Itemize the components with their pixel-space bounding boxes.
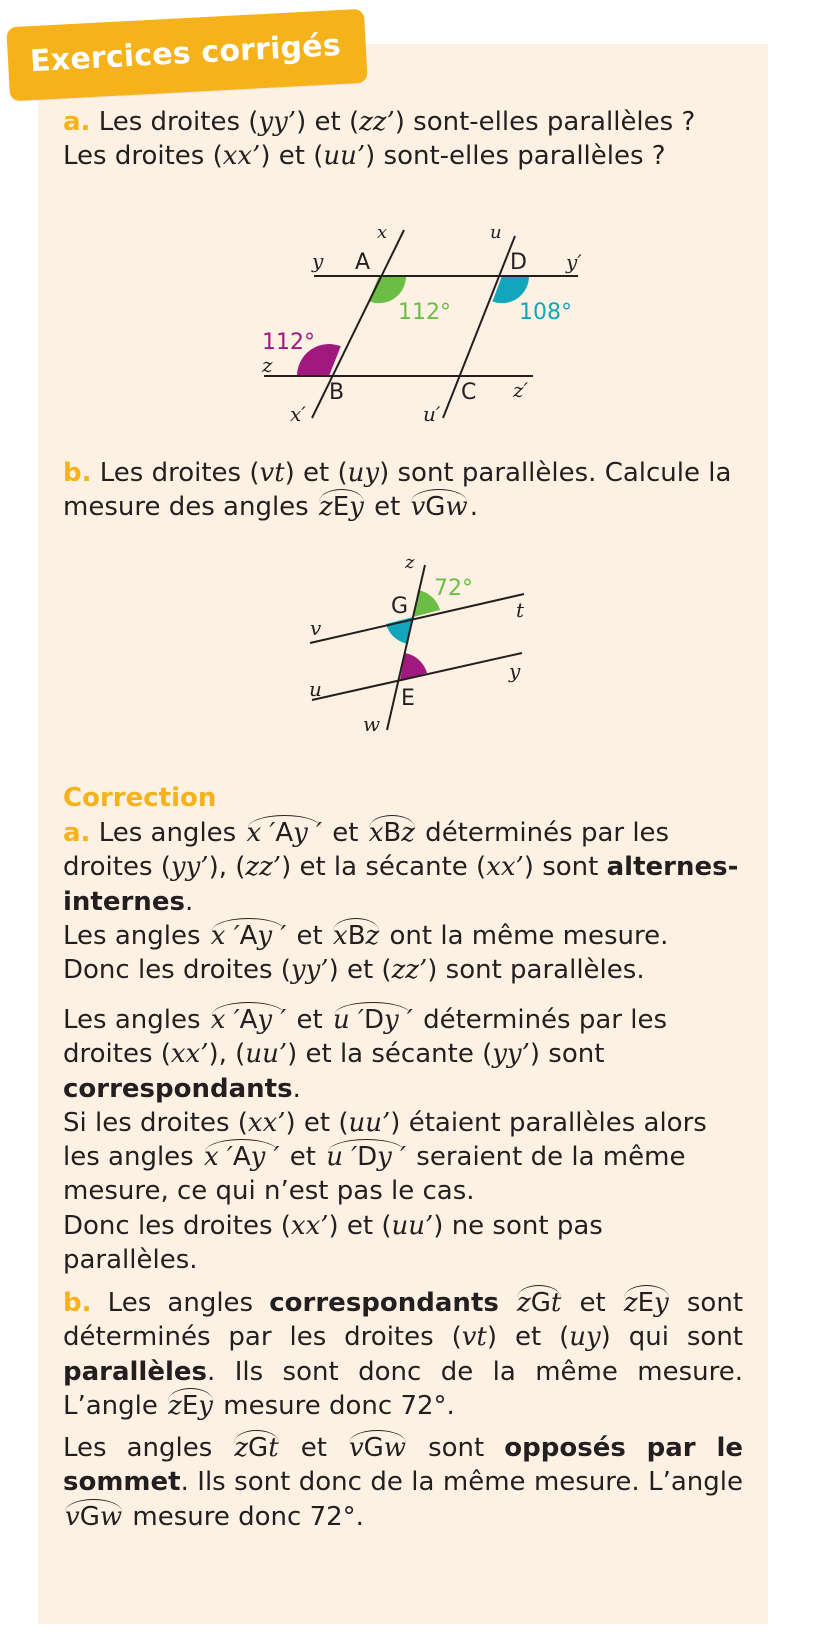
line-name: uu’ xyxy=(323,141,366,172)
angle-zEy xyxy=(166,1390,215,1421)
angle-arm: y ′ xyxy=(293,818,322,848)
angle-arm: z xyxy=(318,492,333,523)
angle-arm: x xyxy=(368,818,384,848)
correction-title: Correction xyxy=(63,783,217,813)
angle-xAy xyxy=(244,820,324,846)
label-y: y xyxy=(312,249,324,273)
text: et xyxy=(365,492,409,523)
line-name: uu’ xyxy=(391,1210,434,1241)
correction-a-label: a. xyxy=(63,818,91,848)
angle-vertex: A xyxy=(275,818,294,848)
point-C: C xyxy=(461,380,477,405)
angle-vertex: E xyxy=(181,1390,199,1421)
line-name: xx’ xyxy=(170,1039,209,1070)
text: et xyxy=(288,920,332,951)
angle-zGt xyxy=(232,1435,280,1461)
text: ) et ( xyxy=(285,1107,349,1138)
angle-vGw xyxy=(63,1501,124,1532)
label-z-prime: z′ xyxy=(513,378,529,402)
angle-vertex: G xyxy=(530,1288,551,1318)
text: Si les droites ( xyxy=(63,1107,248,1138)
angle-label-G: 72° xyxy=(434,576,473,601)
text: sont déterminés par les droites ( xyxy=(63,1288,744,1353)
angle-vertex: G xyxy=(425,492,446,523)
line-name: uy xyxy=(569,1322,601,1353)
angle-arm: v xyxy=(410,492,426,523)
angle-arm: u ′ xyxy=(326,1142,358,1173)
text: et xyxy=(323,818,367,848)
angle-xBz xyxy=(367,820,417,846)
label-y: y xyxy=(509,659,521,683)
text: ) étaient parallèles alors les angles xyxy=(63,1107,707,1173)
correction-a-p1 xyxy=(63,816,743,987)
angle-xAy xyxy=(209,920,289,951)
label-u-prime: u′ xyxy=(423,402,441,426)
angle-arm: t xyxy=(268,1433,279,1463)
text: et xyxy=(288,1005,332,1035)
angle-arm: z xyxy=(168,1390,182,1421)
text: et xyxy=(280,1433,347,1463)
point-G: G xyxy=(391,594,409,619)
line-name: uu’ xyxy=(348,1107,391,1138)
label-z: z xyxy=(262,353,273,377)
text: Les droites ( xyxy=(99,458,260,488)
line-name: vt xyxy=(461,1322,487,1353)
angle-vertex: E xyxy=(332,492,350,523)
line-name: vt xyxy=(259,458,285,488)
text: ) et ( xyxy=(486,1322,570,1353)
angle-uDy xyxy=(324,1142,408,1173)
text: ), ( xyxy=(208,852,246,883)
angle-xAy xyxy=(202,1142,282,1173)
text: ) et ( xyxy=(296,107,360,137)
angle-arm: y ′ xyxy=(250,1142,280,1173)
correction-b-label: b. xyxy=(63,1288,92,1318)
angle-xAy xyxy=(209,1007,289,1033)
line-name: uu’ xyxy=(245,1039,288,1070)
text: ) ne sont pas parallèles. xyxy=(63,1210,603,1276)
text: déterminés par les droites ( xyxy=(63,818,670,883)
line-name: yy’ xyxy=(290,955,329,986)
bold-term: alternes-internes xyxy=(63,852,739,917)
angle-arm: w xyxy=(445,492,468,523)
exercise-a-label: a. xyxy=(63,107,91,137)
angle-arm: x ′ xyxy=(210,920,240,951)
line-name: zz’ xyxy=(245,852,282,883)
angle-arm: y ′ xyxy=(377,1142,407,1173)
text: ) sont-elles parallèles ? Les droites ( xyxy=(63,107,696,172)
text: Donc les droites ( xyxy=(63,955,291,986)
angle-arm: x ′ xyxy=(246,818,276,848)
angle-vertex: A xyxy=(232,1142,251,1173)
angle-vertex: A xyxy=(239,920,258,951)
text: . xyxy=(469,492,478,523)
angle-arm: u ′ xyxy=(333,1005,364,1035)
angle-arm: y xyxy=(198,1390,213,1421)
line-name: xx’ xyxy=(290,1210,329,1241)
line-name: yy’ xyxy=(258,107,297,137)
angle-arm: z xyxy=(623,1288,638,1318)
label-z: z xyxy=(405,552,415,573)
label-x: x xyxy=(377,222,388,243)
line-name: xx’ xyxy=(486,852,524,883)
text: déterminés par les droites ( xyxy=(63,1005,668,1070)
label-w: w xyxy=(363,712,381,736)
angle-arm: y ′ xyxy=(383,1005,413,1035)
angle-label-D: 108° xyxy=(519,300,572,325)
text: ) sont parallèles. xyxy=(427,955,645,986)
point-B: B xyxy=(329,380,345,405)
angle-arm: t xyxy=(550,1288,562,1318)
text: Donc les droites ( xyxy=(63,1210,291,1241)
text: mesure donc 72°. xyxy=(124,1501,364,1532)
angle-vertex: G xyxy=(248,1433,269,1463)
point-A: A xyxy=(355,250,371,275)
line-name: xx’ xyxy=(222,141,261,172)
label-x-prime: x′ xyxy=(290,402,306,426)
angle-uDy xyxy=(331,1007,415,1033)
text: . Ils sont donc de la même mesure. L’angle xyxy=(180,1467,743,1498)
text: ) et ( xyxy=(328,955,392,986)
line-name: xx’ xyxy=(247,1107,286,1138)
angle-arm: z xyxy=(401,818,415,848)
text: ) sont-elles parallèles ? xyxy=(365,141,666,172)
angle-vertex: G xyxy=(79,1501,100,1532)
label-u: u xyxy=(490,222,502,243)
angle-xBz xyxy=(331,920,381,951)
text: mesure donc 72°. xyxy=(215,1390,455,1421)
angle-arm: x xyxy=(333,920,348,951)
angle-arm: x ′ xyxy=(203,1142,233,1173)
angle-label-B: 112° xyxy=(262,330,315,355)
angle-vertex: G xyxy=(363,1433,384,1463)
text: Les angles xyxy=(63,1005,209,1035)
point-E: E xyxy=(401,686,415,711)
angle-vertex: B xyxy=(383,818,402,848)
line-name: yy’ xyxy=(170,852,209,883)
badge-title: Exercices corrigés xyxy=(29,27,342,80)
angle-zGt xyxy=(515,1290,563,1316)
correction-a-p2 xyxy=(63,1003,743,1277)
angle-arm: y ′ xyxy=(257,1005,287,1035)
text: seraient de la même mesure, ce qui n’est pas le cas. xyxy=(63,1142,686,1207)
angle-label-A: 112° xyxy=(398,300,451,325)
text: . xyxy=(184,886,194,917)
angle-arm: v xyxy=(348,1433,364,1463)
angle-arm: y ′ xyxy=(257,920,287,951)
text: ont la même mesure. xyxy=(381,920,669,951)
angle-arm: y xyxy=(349,492,364,523)
angle-zEy xyxy=(622,1290,671,1316)
line-name: yy’ xyxy=(492,1039,530,1070)
bold-term: parallèles xyxy=(63,1356,208,1387)
label-v: v xyxy=(310,616,322,640)
text: ), ( xyxy=(208,1039,246,1070)
angle-vertex: A xyxy=(239,1005,258,1035)
text: ) sont xyxy=(523,852,607,883)
correction-b-p3 xyxy=(63,1286,743,1423)
text: sont xyxy=(408,1433,505,1463)
line-name: uy xyxy=(347,458,380,488)
text: Les angles xyxy=(63,1433,233,1463)
bold-term: correspondants xyxy=(63,1073,293,1104)
angle-arm: w xyxy=(99,1501,123,1532)
label-u: u xyxy=(309,677,322,701)
angle-arm: y xyxy=(654,1288,669,1318)
exercise-b-label: b. xyxy=(63,458,92,488)
line-name: zz’ xyxy=(391,955,428,986)
text: et xyxy=(281,1142,325,1173)
text: Les angles xyxy=(98,818,245,848)
bold-term: opposés par le sommet xyxy=(63,1433,743,1498)
angle-arm: z xyxy=(365,920,380,951)
angle-arm: z xyxy=(234,1433,249,1463)
correction-b-p4 xyxy=(63,1431,743,1534)
angle-vertex: E xyxy=(637,1288,655,1318)
text: et xyxy=(563,1288,622,1318)
angle-vGw xyxy=(347,1435,408,1461)
text: Les angles xyxy=(107,1288,270,1318)
text: Les droites ( xyxy=(98,107,259,137)
text: ) qui sont xyxy=(600,1322,743,1353)
text: ) et la sécante ( xyxy=(281,852,487,883)
label-y-prime: y′ xyxy=(566,250,582,274)
text: ) et la sécante ( xyxy=(287,1039,493,1070)
text: . xyxy=(292,1073,301,1104)
text: ) et ( xyxy=(284,458,348,488)
text: ) et ( xyxy=(328,1210,392,1241)
angle-arm: z xyxy=(517,1288,531,1318)
point-D: D xyxy=(510,250,527,275)
label-t: t xyxy=(516,598,525,622)
bold-term: correspondants xyxy=(269,1288,499,1318)
angle-vertex: D xyxy=(363,1005,384,1035)
angle-vertex: D xyxy=(357,1142,378,1173)
line-name: zz’ xyxy=(359,107,395,137)
text: . Ils sont donc de la même mesure. L’angle xyxy=(63,1356,743,1421)
text: ) sont xyxy=(529,1039,605,1070)
text: ) sont parallèles. Calcule la mesure des angles xyxy=(63,458,732,523)
angle-arm: x ′ xyxy=(210,1005,240,1035)
text: ) et ( xyxy=(260,141,324,172)
angle-vertex: B xyxy=(347,920,366,951)
text: Les angles xyxy=(63,920,209,951)
angle-arm: v xyxy=(65,1501,80,1532)
angle-arm: w xyxy=(383,1433,407,1463)
